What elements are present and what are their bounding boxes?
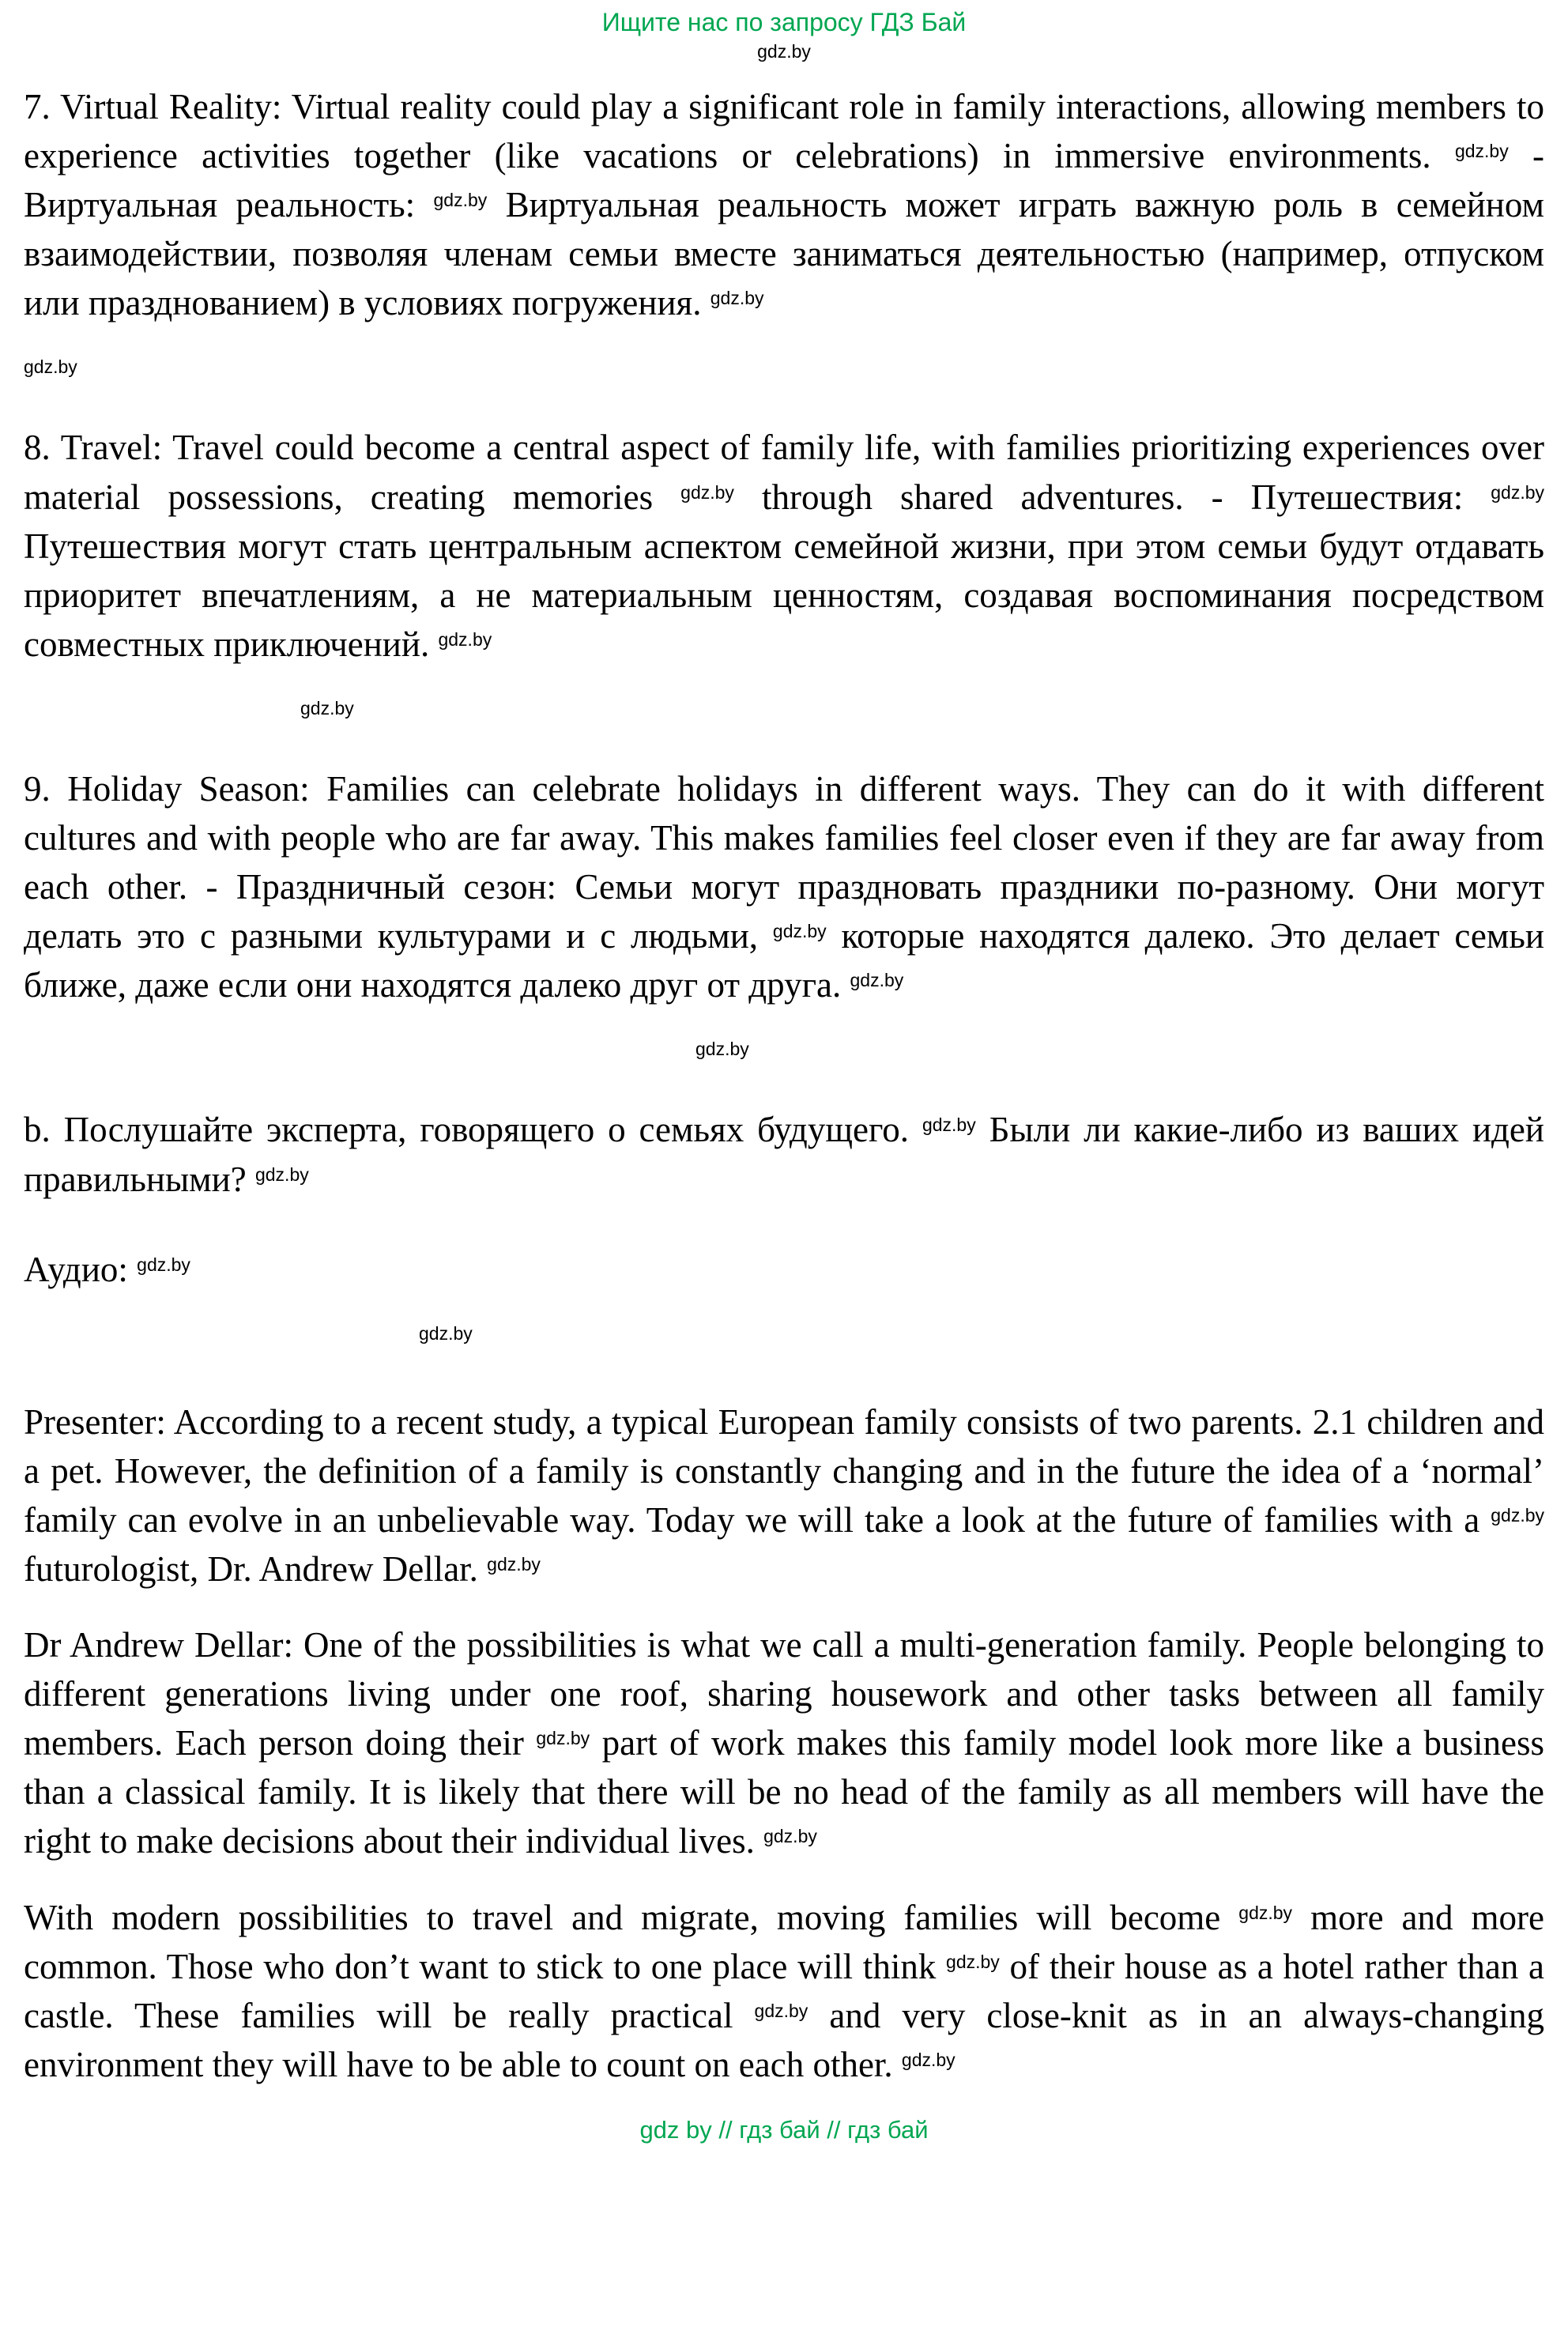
paragraph: b. Послушайте эксперта, говорящего о семьях будущего. $^{gdz.by}$ Были ли какие-либо из ваших идей правильными? $^{gdz.by}$ (24, 1110, 1544, 1199)
watermark: gdz.by (1238, 1902, 1293, 1923)
paragraph: Dr Andrew Dellar: One of the possibilities is what we call a multi-generation family. People belonging to different generations living under one roof, sharing housework and other tasks between all family members. Each person doing their $^{gdz.by}$ part of work makes this family model look more like a business than a classical family. It is likely that there will be no head of the family as all members will have the right to make decisions about their individual lives. $^{gdz.by}$ (24, 1625, 1544, 1861)
watermark: gdz.by (946, 1951, 1000, 1972)
document-body (24, 82, 1544, 2089)
watermark: gdz.by (695, 1039, 749, 1060)
watermark: gdz.by (754, 2000, 808, 2021)
watermark: gdz.by (438, 628, 492, 650)
watermark-line (24, 354, 1544, 390)
paragraph: 7. Virtual Reality: Virtual reality could play a significant role in family interactions, allowing members to experience activities together (like vacations or celebrations) in immersive environments. $^{gdz.by}$ - Виртуальная реальность: $^{gdz.by}$ Виртуальная реальность может играть важную роль в семейном взаимодействии, позволяя членам семьи вместе заниматься деятельностью (например, отпуском или празднованием) в условиях погружения. $^{gdz.by}$ (24, 87, 1544, 323)
watermark: gdz.by (1491, 481, 1544, 503)
watermark: gdz.by (300, 697, 354, 718)
watermark: gdz.by (419, 1322, 473, 1344)
watermark: gdz.by (536, 1728, 590, 1749)
watermark: gdz.by (772, 921, 827, 942)
watermark: gdz.by (901, 2049, 956, 2070)
watermark: gdz.by (922, 1114, 976, 1136)
watermark: gdz.by (433, 190, 488, 211)
watermark: gdz.by (850, 970, 904, 991)
watermark: gdz.by (254, 1163, 309, 1185)
promo-footer: gdz by // гдз бай // гдз бай (639, 2115, 929, 2144)
paragraph: Presenter: According to a recent study, a typical European family consists of two parents. 2.1 children and a pet. However, the definition of a family is constantly changing and in the future the idea of a ‘normal’ family can evolve in an unbelievable way. Today we will take a look at the future of families with a $^{gdz.by}$ futurologist, Dr. Andrew Dellar. $^{gdz.by}$ (24, 1401, 1544, 1589)
watermark: gdz.by (680, 481, 734, 503)
watermark: gdz.by (1454, 141, 1509, 162)
watermark: gdz.by (710, 288, 764, 309)
watermark: gdz.by (137, 1254, 190, 1275)
watermark: gdz.by (757, 41, 811, 62)
paragraph: 8. Travel: Travel could become a central aspect of family life, with families prioritizing experiences over material possessions, creating memories $^{gdz.by}$ through shared adventures. - Путешествия: $^{gdz.by}$ Путешествия могут стать центральным аспектом семейной жизни, при этом семьи будут отдавать приоритет впечатлениям, а не материальным ценностям, создавая воспоминания посредством совместных приключений. $^{gdz.by}$ (24, 428, 1544, 664)
paragraph: Аудио: $^{gdz.by}$ (24, 1249, 190, 1289)
watermark: gdz.by (1491, 1504, 1544, 1526)
watermark: gdz.by (487, 1553, 541, 1575)
watermark-line (24, 696, 1544, 731)
watermark-line (24, 1036, 1544, 1072)
watermark: gdz.by (763, 1826, 817, 1847)
watermark-line (24, 1321, 1544, 1356)
watermark-line (24, 39, 1544, 74)
watermark: gdz.by (24, 356, 77, 378)
paragraph: With modern possibilities to travel and migrate, moving families will become $^{gdz.by}$ more and more common. Those who don’t want to stick to one place will think $^{gdz.by}$ of their house as a hotel rather than a castle. These families will be really practical $^{gdz.by}$ and very close-knit as in an always-changing environment they will have to be able to count on each other. $^{gdz.by}$ (24, 1897, 1545, 2084)
promo-header: Ищите нас по запросу ГДЗ Бай (601, 8, 967, 36)
paragraph: 9. Holiday Season: Families can celebrate holidays in different ways. They can do it with different cultures and with people who are far away. This makes families feel closer even if they are far away from each other. - Праздничный сезон: Семьи могут праздновать праздники по-разному. Они могут делать это с разными культурами и с людьми, $^{gdz.by}$ которые находятся далеко. Это делает семьи ближе, даже если они находятся далеко друг от друга. $^{gdz.by}$ (24, 768, 1544, 1005)
